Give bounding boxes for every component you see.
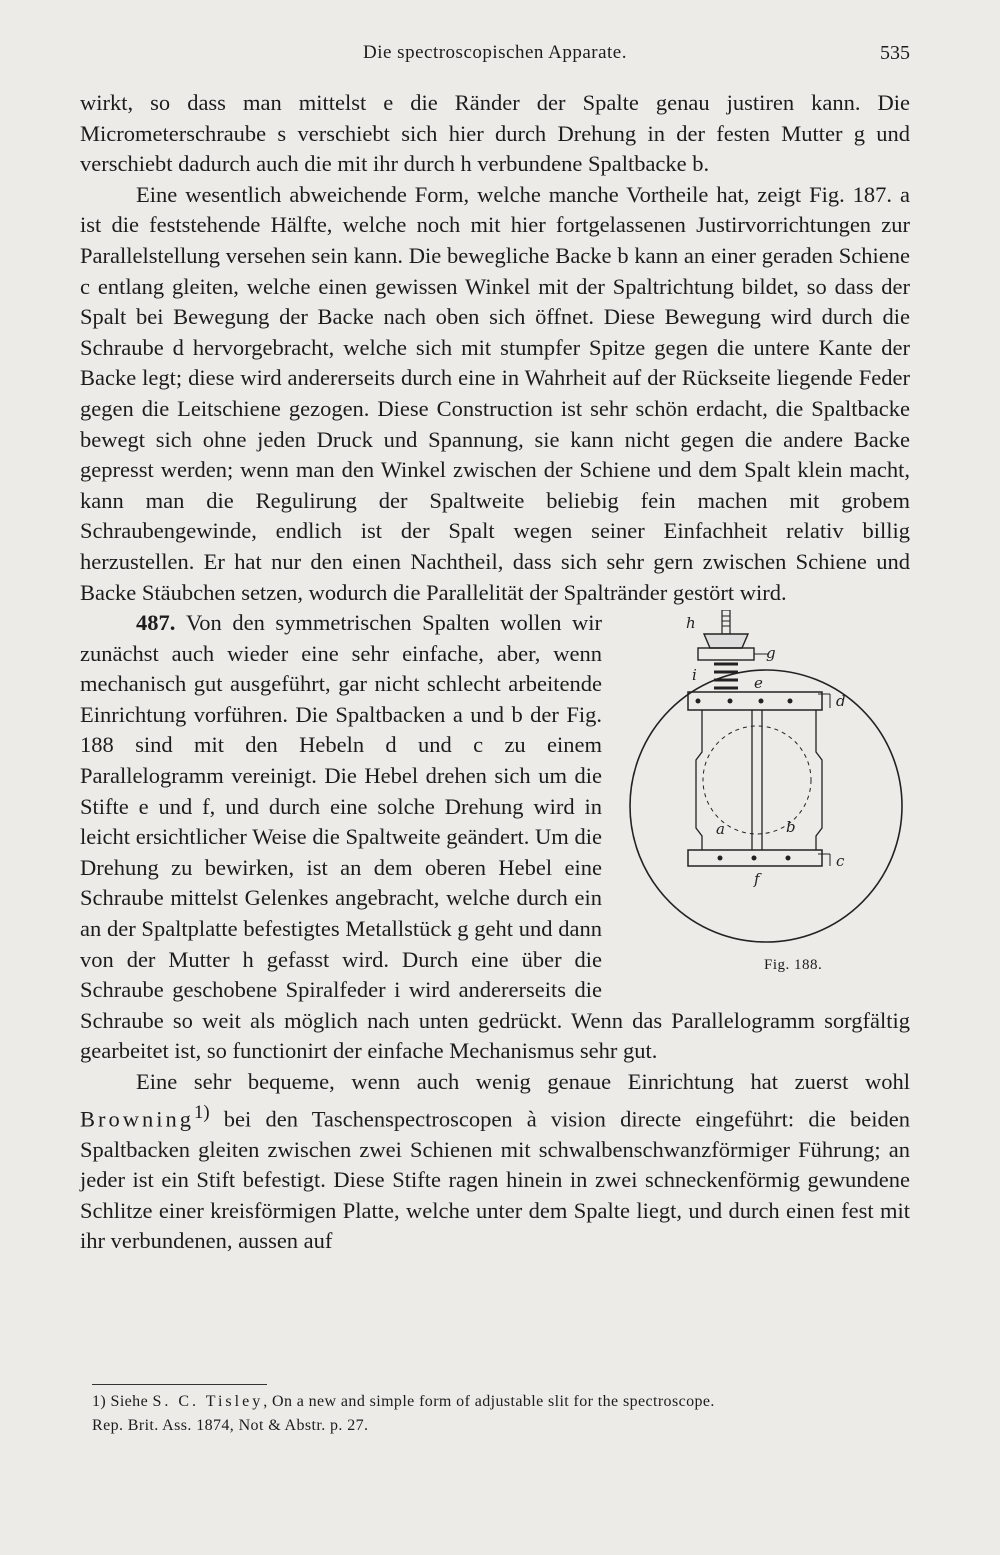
figure-caption: Fig. 188. (764, 957, 823, 974)
footnote-title: , On a new and simple form of adjustable slit for the spectroscope. (263, 1393, 715, 1410)
fig-label-d: d (836, 692, 846, 711)
text-run: bei den Taschenspectroscopen à vision directe eingeführt: die beiden Spaltbacken gleiten zwischen zwei Schienen mit schwalbenschwanzförmiger Führung; an jeder ist ein Stift befestigt. Diese Stifte ragen hinein in zwei schneckenförmig gewundene Schlitze einer kreisförmigen Platte, welche unter dem Spalte liegt, und durch einen fest mit ihr verbundenen, aussen auf (80, 1106, 910, 1254)
fig-label-h: h (686, 614, 696, 633)
figure-188 (618, 610, 910, 978)
footnote-line-2: Rep. Brit. Ass. 1874, Not & Abstr. p. 27. (92, 1417, 369, 1434)
fig-label-e: e (754, 674, 763, 693)
page-header (80, 42, 910, 76)
fig-label-a: a (716, 820, 725, 839)
running-title: Die spectroscopischen Apparate. (363, 42, 627, 63)
fig-label-f: f (754, 870, 760, 889)
fig-label-g: g (766, 644, 776, 663)
footnote-ref: 1) (194, 1101, 210, 1123)
body-text (80, 88, 910, 1257)
section-number: 487. (136, 610, 176, 636)
slit-mechanism-drawing (618, 610, 910, 950)
footnote-marker: 1) Siehe (92, 1393, 153, 1410)
footnote-line-1 (92, 1390, 922, 1414)
fig-label-c: c (836, 852, 845, 871)
paragraph-fig-187: Eine wesentlich abweichende Form, welche manche Vortheile hat, zeigt Fig. 187. a ist die feststehende Hälfte, welche noch mit hier fortgelassenen Justirvorrichtungen zur Parallelstellung versehen sein kann. Die bewegliche Backe b kann an einer geraden Schiene c entlang gleiten, welche einen gewissen Winkel mit der Spaltrichtung bildet, so dass der Spalt bei Bewegung der Backe nach oben sich öffnet. Diese Bewegung wird durch die Schraube d hervorgebracht, welche sich mit stumpfer Spitze gegen die untere Kante der Backe legt; diese wird andererseits durch eine in Wahrheit auf der Rückseite liegende Feder gegen die Leitschiene gezogen. Diese Construction ist sehr schön erdacht, die Spaltbacke bewegt sich ohne jeden Druck und Spannung, sie kann nicht gegen die andere Backe gepresst werden; wenn man den Winkel zwischen der Schiene und dem Spalt klein macht, kann man die Regulirung der Spaltweite beliebig fein machen mit grobem Schraubengewinde, endlich ist der Spalt wegen seiner Einfachheit relativ billig herzustellen. Er hat nur den einen Nachtheil, dass sich sehr gern zwischen Schiene und Backe Stäubchen setzen, wodurch die Parallelität der Spaltränder gestört wird. (80, 181, 910, 605)
paragraph-section-487 (80, 608, 910, 1067)
footnote-author: S. C. Tisley (152, 1393, 264, 1410)
paragraph-continuation: wirkt, so dass man mittelst e die Ränder der Spalte genau justiren kann. Die Micrometerschraube s verschiebt sich hier durch Drehung in der festen Mutter g und verschiebt dadurch auch die mit ihr durch h verbundene Spaltbacke b. (80, 90, 910, 177)
section-text: Von den symmetrischen Spalten wollen wir zunächst auch wieder eine sehr einfache, aber, wenn mechanisch gut ausgeführt, gar nicht schlecht arbeitende Einrichtung vorführen. Die Spaltbacken a und b der Fig. 188 sind mit den Hebeln d und c zu einem Parallelogramm vereinigt. Die Hebel drehen sich um die Stifte e und f, und durch eine solche Drehung wird in leicht ersichtlicher Weise die Spaltweite geändert. Um die Drehung zu bewirken, ist an dem oberen Hebel eine Schraube mittelst Gelenkes angebracht, welche durch ein an der Spaltplatte befestigtes Metallstück g geht und dann von der Mutter h gefasst wird. Durch eine über die Schraube geschobene Spiralfeder i wird andererseits die Schraube so weit als möglich nach unten gedrückt. Wenn das Parallelogramm sorgfältig gearbeitet ist, so functionirt der einfache Mechanismus sehr gut. (80, 610, 910, 1064)
paragraph-browning (80, 1067, 910, 1257)
text-run: Eine sehr bequeme, wenn auch wenig genaue Einrichtung hat zuerst wohl (136, 1069, 910, 1094)
author-name-browning: Browning (80, 1106, 194, 1132)
fig-label-i: i (692, 666, 697, 685)
footnote (92, 1390, 922, 1438)
fig-label-b: b (786, 818, 796, 837)
page-number: 535 (880, 42, 910, 64)
footnote-divider (92, 1384, 267, 1385)
